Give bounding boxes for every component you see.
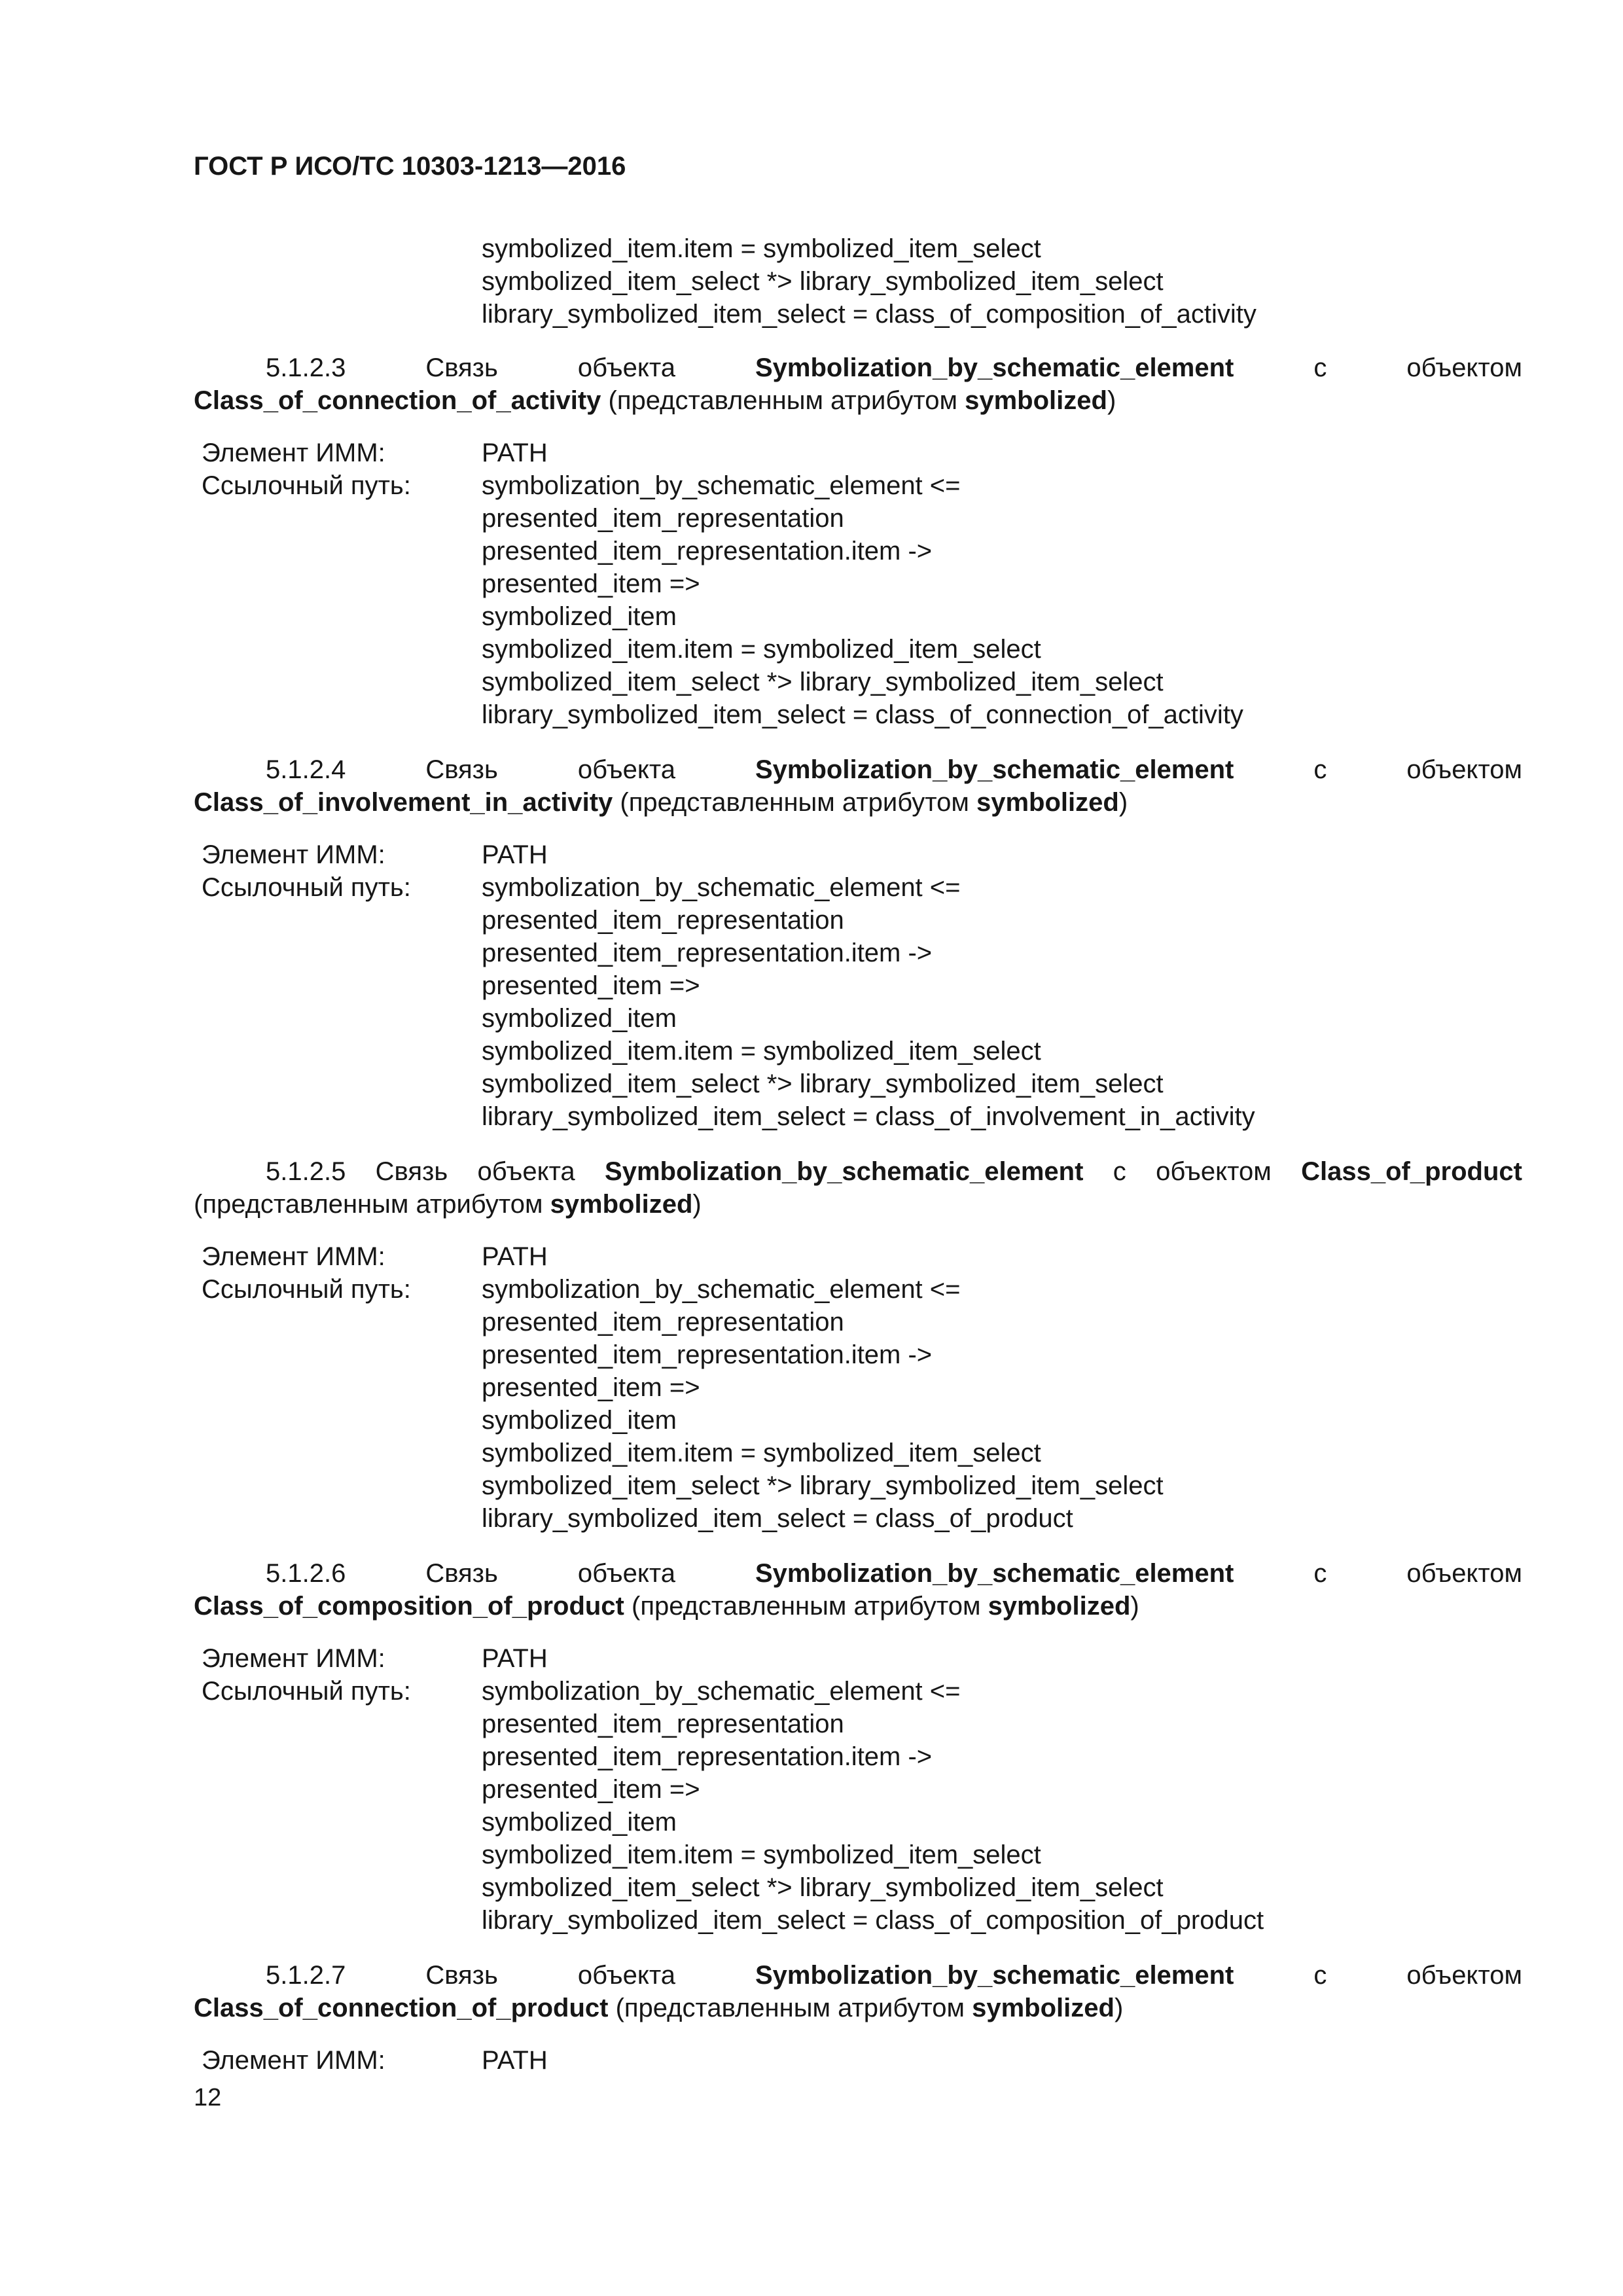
target-entity-name: Class_of_composition_of_product <box>194 1592 624 1621</box>
path-line: presented_item_representation.item -> <box>482 1340 933 1369</box>
path-line: library_symbolized_item_select = class_of_involvement_in_activity <box>482 1102 1255 1131</box>
section-suffix: (представленным атрибутом <box>608 386 957 415</box>
path-line: presented_item_representation <box>482 1308 844 1336</box>
entity-name: Symbolization_by_schematic_element <box>605 1157 1084 1186</box>
reference-path-row <box>194 1675 1522 1708</box>
mapping-table <box>194 838 1522 1133</box>
path-line: symbolized_item.item = symbolized_item_select <box>482 635 1041 664</box>
path-line: symbolized_item_select *> library_symbolized_item_select <box>482 1471 1164 1500</box>
section-suffix-close: ) <box>692 1190 702 1219</box>
path-line: symbolized_item.item = symbolized_item_select <box>482 1439 1041 1467</box>
element-value: PATH <box>482 1644 548 1673</box>
section-5-1-2-3 <box>194 351 1522 731</box>
path-line: symbolized_item_select *> library_symbolized_item_select <box>482 1873 1164 1902</box>
path-line: presented_item_representation.item -> <box>482 537 933 565</box>
element-label: Элемент ИММ: <box>202 1644 385 1673</box>
mapping-table <box>194 1642 1522 1937</box>
path-line: symbolized_item <box>482 602 677 631</box>
mapping-table <box>194 1240 1522 1535</box>
element-value: PATH <box>482 2046 548 2075</box>
section-suffix-close: ) <box>1114 1994 1124 2022</box>
section-suffix-close: ) <box>1130 1592 1139 1621</box>
attribute-name: symbolized <box>976 788 1119 817</box>
section-number: 5.1.2.6 <box>266 1559 346 1588</box>
path-line: library_symbolized_item_select = class_of_connection_of_activity <box>482 700 1243 729</box>
path-line: symbolized_item.item = symbolized_item_select <box>482 234 1041 263</box>
element-row <box>194 838 1522 871</box>
attribute-name: symbolized <box>988 1592 1131 1621</box>
section-heading <box>194 753 1522 819</box>
mapping-table <box>194 437 1522 731</box>
section-heading <box>194 1959 1522 2024</box>
element-row <box>194 1240 1522 1273</box>
path-line: presented_item_representation.item -> <box>482 939 933 967</box>
sections-container <box>194 351 1522 2077</box>
section-middle: с объектом <box>1113 1157 1272 1186</box>
entity-name: Symbolization_by_schematic_element <box>755 1961 1234 1990</box>
element-label: Элемент ИММ: <box>202 2046 385 2075</box>
path-line: symbolized_item_select *> library_symbolized_item_select <box>482 668 1164 696</box>
element-label: Элемент ИММ: <box>202 1242 385 1271</box>
element-label: Элемент ИММ: <box>202 439 385 467</box>
reference-path-row <box>194 871 1522 904</box>
page-number: 12 <box>194 2084 222 2111</box>
path-line: symbolization_by_schematic_element <= <box>482 1677 961 1706</box>
section-5-1-2-7 <box>194 1959 1522 2077</box>
document-body <box>194 232 1522 2099</box>
reference-path-label: Ссылочный путь: <box>202 1275 411 1304</box>
section-suffix: (представленным атрибутом <box>632 1592 981 1621</box>
reference-path-row <box>194 469 1522 502</box>
target-entity-name: Class_of_connection_of_product <box>194 1994 609 2022</box>
element-value: PATH <box>482 840 548 869</box>
path-line: presented_item => <box>482 1373 700 1402</box>
section-heading <box>194 1557 1522 1623</box>
attribute-name: symbolized <box>550 1190 693 1219</box>
reference-path-continued <box>194 502 1522 731</box>
section-number: 5.1.2.5 <box>266 1157 346 1186</box>
path-line: symbolization_by_schematic_element <= <box>482 1275 961 1304</box>
section-5-1-2-6 <box>194 1557 1522 1937</box>
attribute-name: symbolized <box>965 386 1107 415</box>
section-number: 5.1.2.4 <box>266 755 346 784</box>
target-entity-name: Class_of_involvement_in_activity <box>194 788 613 817</box>
target-entity-name: Class_of_product <box>1301 1157 1522 1186</box>
reference-path-label: Ссылочный путь: <box>202 471 411 500</box>
path-line: presented_item_representation <box>482 1710 844 1738</box>
entity-name: Symbolization_by_schematic_element <box>755 1559 1234 1588</box>
path-line: presented_item_representation.item -> <box>482 1742 933 1771</box>
section-prefix: Связь объекта <box>375 1157 575 1186</box>
path-line: symbolization_by_schematic_element <= <box>482 873 961 902</box>
section-prefix: Связь объекта <box>425 755 675 784</box>
section-prefix: Связь объекта <box>425 1961 675 1990</box>
element-value: PATH <box>482 1242 548 1271</box>
document-header: ГОСТ Р ИСО/ТС 10303-1213—2016 <box>194 152 626 181</box>
target-entity-name: Class_of_connection_of_activity <box>194 386 601 415</box>
path-line: presented_item => <box>482 569 700 598</box>
path-line: symbolized_item_select *> library_symbolized_item_select <box>482 267 1164 296</box>
path-line: symbolized_item <box>482 1004 677 1033</box>
section-middle: с объектом <box>1313 1559 1523 1588</box>
reference-path-row <box>194 1273 1522 1306</box>
section-middle: с объектом <box>1313 1961 1523 1990</box>
section-5-1-2-5 <box>194 1155 1522 1535</box>
section-suffix: (представленным атрибутом <box>194 1190 543 1219</box>
reference-path-label: Ссылочный путь: <box>202 873 411 902</box>
path-line: library_symbolized_item_select = class_of_product <box>482 1504 1073 1533</box>
section-5-1-2-4 <box>194 753 1522 1133</box>
path-line: presented_item => <box>482 1775 700 1804</box>
section-suffix: (представленным атрибутом <box>620 788 969 817</box>
path-line: symbolized_item <box>482 1808 677 1837</box>
element-label: Элемент ИММ: <box>202 840 385 869</box>
element-row <box>194 2044 1522 2077</box>
path-line: presented_item_representation <box>482 504 844 533</box>
section-prefix: Связь объекта <box>425 1559 675 1588</box>
section-middle: с объектом <box>1313 755 1523 784</box>
section-prefix: Связь объекта <box>425 353 675 382</box>
path-line: symbolized_item.item = symbolized_item_select <box>482 1037 1041 1066</box>
path-line: presented_item => <box>482 971 700 1000</box>
section-suffix: (представленным атрибутом <box>615 1994 965 2022</box>
path-line: symbolized_item.item = symbolized_item_select <box>482 1840 1041 1869</box>
path-line: library_symbolized_item_select = class_of_composition_of_activity <box>482 300 1257 329</box>
path-line: symbolized_item_select *> library_symbolized_item_select <box>482 1069 1164 1098</box>
element-value: PATH <box>482 439 548 467</box>
section-middle: с объектом <box>1313 353 1523 382</box>
section-number: 5.1.2.7 <box>266 1961 346 1990</box>
path-line: library_symbolized_item_select = class_of_composition_of_product <box>482 1906 1264 1935</box>
reference-path-label: Ссылочный путь: <box>202 1677 411 1706</box>
mapping-table <box>194 2044 1522 2077</box>
entity-name: Symbolization_by_schematic_element <box>755 755 1234 784</box>
section-number: 5.1.2.3 <box>266 353 346 382</box>
section-suffix-close: ) <box>1118 788 1128 817</box>
attribute-name: symbolized <box>972 1994 1115 2022</box>
element-row <box>194 1642 1522 1675</box>
entity-name: Symbolization_by_schematic_element <box>755 353 1234 382</box>
reference-path-continued <box>194 904 1522 1133</box>
section-heading <box>194 351 1522 417</box>
path-line: symbolization_by_schematic_element <= <box>482 471 961 500</box>
path-line: symbolized_item <box>482 1406 677 1435</box>
path-line: presented_item_representation <box>482 906 844 935</box>
intro-path-block <box>194 232 1522 331</box>
section-heading <box>194 1155 1522 1221</box>
section-suffix-close: ) <box>1107 386 1116 415</box>
element-row <box>194 437 1522 469</box>
reference-path-continued <box>194 1306 1522 1535</box>
reference-path-continued <box>194 1708 1522 1937</box>
